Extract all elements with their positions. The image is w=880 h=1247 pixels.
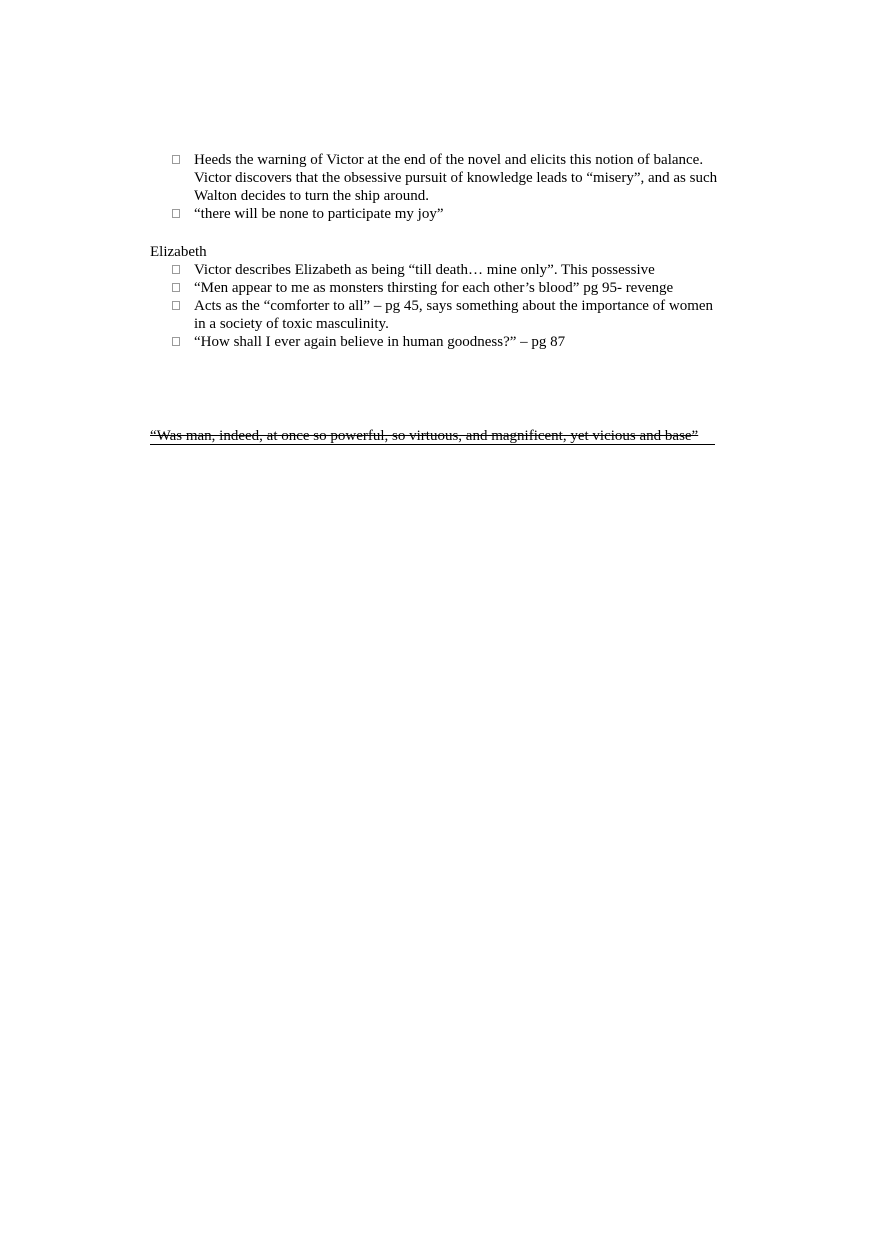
list-item — [150, 279, 724, 297]
list-item — [150, 333, 724, 351]
list-item-text: Heeds the warning of Victor at the end of the novel and elicits this notion of balance. Victor discovers that the obsessive pursuit of knowledge leads to “misery”, and as such Walton decides to turn the ship around. — [194, 152, 718, 204]
list-item — [150, 205, 724, 223]
section-walton — [150, 151, 730, 223]
checkbox-bullet-icon — [172, 209, 180, 218]
section-heading: Elizabeth — [150, 244, 207, 260]
list-item-text: “Men appear to me as monsters thirsting for each other’s blood” pg 95- revenge — [194, 280, 674, 296]
checkbox-bullet-icon — [172, 337, 180, 346]
list-item — [150, 151, 724, 205]
list-item-text: “How shall I ever again believe in human goodness?” – pg 87 — [194, 334, 566, 350]
list-item — [150, 297, 724, 333]
bullet-list-elizabeth — [150, 261, 730, 351]
checkbox-bullet-icon — [172, 301, 180, 310]
checkbox-bullet-icon — [172, 265, 180, 274]
quote-line — [150, 428, 715, 445]
list-item — [150, 261, 724, 279]
bullet-list-walton — [150, 151, 730, 223]
quote-text: “Was man, indeed, at once so powerful, so virtuous, and magnificent, yet vicious and base” — [150, 428, 699, 444]
list-item-text: “there will be none to participate my joy” — [194, 206, 444, 222]
list-item-text: Acts as the “comforter to all” – pg 45, says something about the importance of women in a society of toxic masculinity. — [194, 298, 714, 332]
section-elizabeth — [150, 243, 730, 351]
checkbox-bullet-icon — [172, 155, 180, 164]
list-item-text: Victor describes Elizabeth as being “till death… mine only”. This possessive — [194, 262, 655, 278]
checkbox-bullet-icon — [172, 283, 180, 292]
